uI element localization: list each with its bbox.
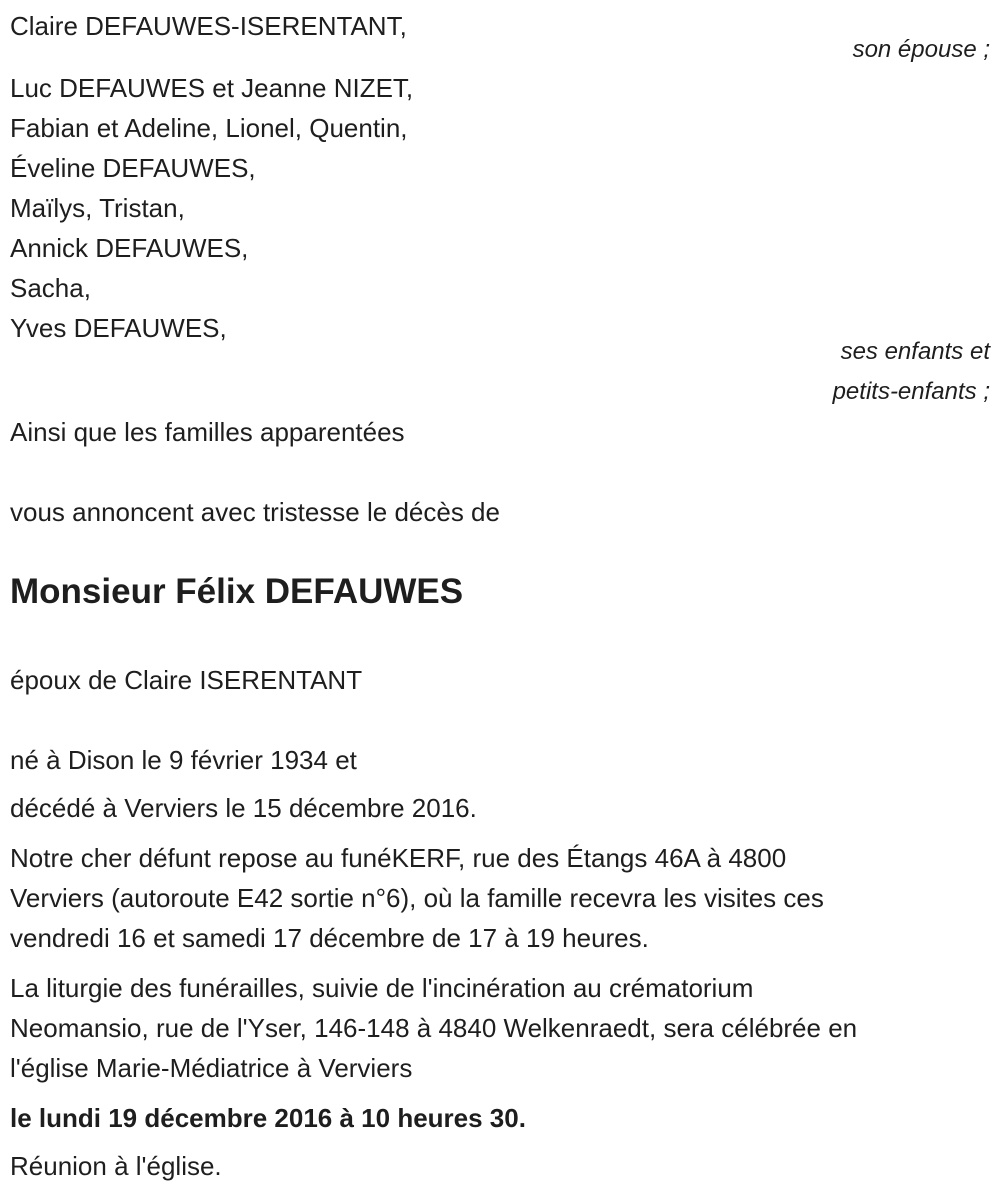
birth-text: né à Dison le 9 février 1934 et (10, 745, 357, 775)
liturgy-line: La liturgie des funérailles, suivie de l'incinération au crématorium (10, 973, 754, 1003)
child-line: Annick DEFAUWES, (10, 233, 249, 263)
spouse-role: son épouse ; (852, 36, 990, 63)
child-line: Maïlys, Tristan, (10, 193, 185, 223)
liturgy-line: l'église Marie-Médiatrice à Verviers (10, 1053, 413, 1083)
child-line: Luc DEFAUWES et Jeanne NIZET, (10, 73, 414, 103)
child-line: Éveline DEFAUWES, (10, 153, 256, 183)
rest-line: vendredi 16 et samedi 17 décembre de 17 à 19 heures. (10, 923, 649, 953)
meeting-text: Réunion à l'église. (10, 1151, 222, 1181)
liturgy-line: Neomansio, rue de l'Yser, 146-148 à 4840 Welkenraedt, sera célébrée en (10, 1013, 858, 1043)
families-text: Ainsi que les familles apparentées (10, 417, 405, 447)
death-text: décédé à Verviers le 15 décembre 2016. (10, 793, 477, 823)
child-line: Yves DEFAUWES, (10, 313, 227, 343)
rest-line: Notre cher défunt repose au funéKERF, rue des Étangs 46A à 4800 (10, 843, 787, 873)
spouse-of-text: époux de Claire ISERENTANT (10, 665, 363, 695)
rest-line: Verviers (autoroute E42 sortie n°6), où la famille recevra les visites ces (10, 883, 824, 913)
deceased-name: Monsieur Félix DEFAUWES (10, 572, 464, 611)
announce-text: vous annoncent avec tristesse le décès de (10, 497, 500, 527)
ceremony-date: le lundi 19 décembre 2016 à 10 heures 30. (10, 1103, 526, 1133)
child-line: Sacha, (10, 273, 91, 303)
child-line: Fabian et Adeline, Lionel, Quentin, (10, 113, 408, 143)
children-role: petits-enfants ; (832, 378, 990, 405)
children-role: ses enfants et (840, 338, 990, 365)
spouse-name: Claire DEFAUWES-ISERENTANT, (10, 11, 407, 41)
